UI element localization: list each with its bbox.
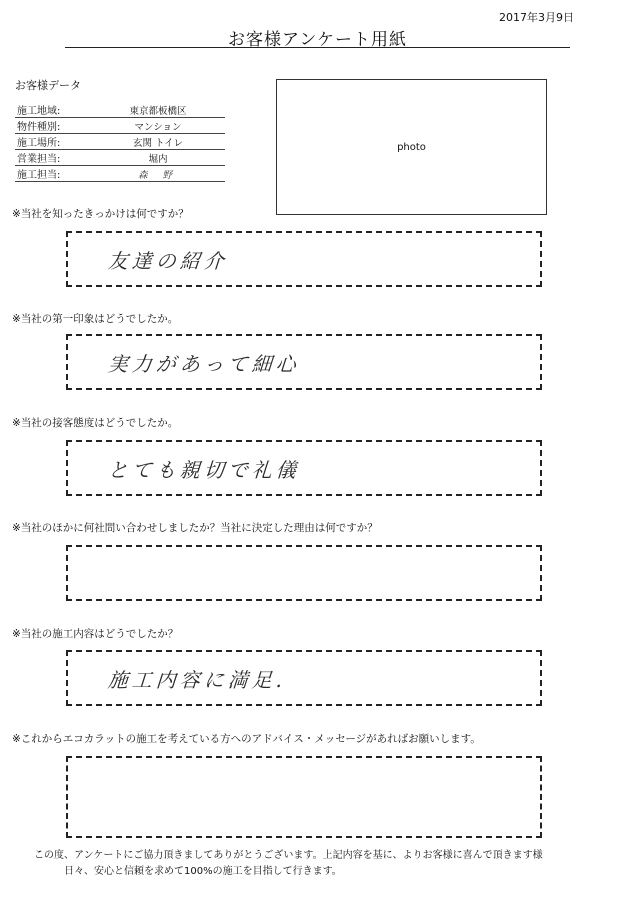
footer-line-2: 日々、安心と信頼を求めて100%の施工を目指して行きます。: [64, 866, 342, 877]
question-service-attitude: ※当社の接客態度はどうでしたか。: [12, 417, 179, 429]
answer-box-advice-message: [66, 756, 542, 838]
answer-box-other-companies: [66, 545, 542, 601]
answer-text: 施工内容に満足.: [107, 668, 288, 692]
page-title: お客様アンケート用紙: [228, 30, 407, 50]
photo-label: photo: [397, 142, 426, 153]
answer-box-service-attitude: [66, 440, 542, 496]
question-how-found: ※当社を知ったきっかけは何ですか？: [12, 208, 189, 220]
customer-value: 玄関 トイレ: [91, 134, 225, 150]
customer-data-table: [15, 102, 225, 182]
customer-row-area: [15, 102, 225, 118]
customer-row-installer: [15, 166, 225, 182]
answer-text: とても親切で礼儀: [107, 458, 301, 482]
customer-label: 施工地域:: [15, 102, 91, 118]
answer-box-first-impression: [66, 334, 542, 390]
customer-value: 堀内: [91, 150, 225, 166]
answer-text: 友達の紹介: [107, 249, 229, 273]
customer-label: 施工場所:: [15, 134, 91, 150]
question-advice-message: ※これからエコカラットの施工を考えている方へのアドバイス・メッセージがあればお願いします。: [12, 733, 481, 745]
customer-label: 営業担当:: [15, 150, 91, 166]
answer-box-how-found: [66, 231, 542, 287]
question-other-companies: ※当社のほかに何社問い合わせしましたか？当社に決定した理由は何ですか？: [12, 522, 378, 534]
photo-box: [276, 79, 547, 215]
customer-value: 東京都板橋区: [91, 102, 225, 118]
customer-row-property-type: [15, 118, 225, 134]
survey-date: 2017年3月9日: [499, 11, 574, 24]
customer-data-heading: お客様データ: [15, 79, 81, 92]
answer-box-work-quality: [66, 650, 542, 706]
customer-value: マンション: [91, 118, 225, 134]
footer-line-1: この度、アンケートにご協力頂きましてありがとうございます。上記内容を基に、よりお客様に喜んで頂きます様: [34, 850, 543, 861]
installer-signature: 森 野: [91, 166, 225, 182]
question-work-quality: ※当社の施工内容はどうでしたか？: [12, 628, 179, 640]
question-first-impression: ※当社の第一印象はどうでしたか。: [12, 313, 179, 325]
customer-row-sales-rep: [15, 150, 225, 166]
answer-text: 実力があって細心: [107, 352, 301, 376]
footer-message: [34, 848, 594, 880]
customer-label: 施工担当:: [15, 166, 91, 182]
customer-row-location: [15, 134, 225, 150]
title-underline: [65, 47, 570, 48]
customer-label: 物件種別:: [15, 118, 91, 134]
